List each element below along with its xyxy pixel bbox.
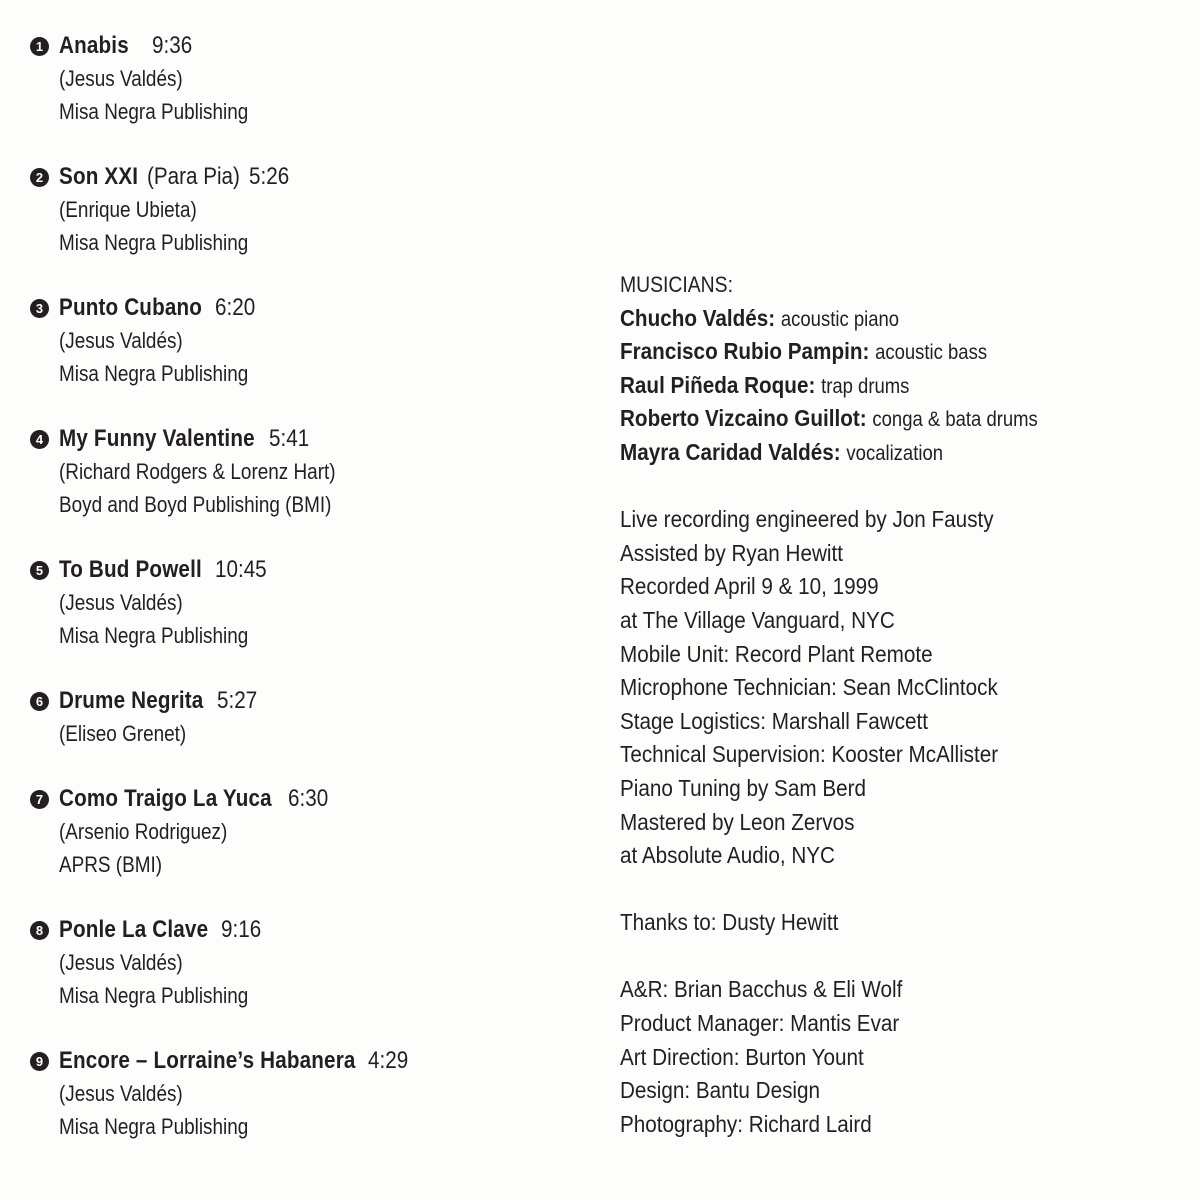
track-title: Ponle La Clave [59, 916, 209, 943]
thanks-line: Thanks to: Dusty Hewitt [620, 909, 839, 936]
track-publisher: Boyd and Boyd Publishing (BMI) [59, 492, 332, 517]
track-item [30, 423, 590, 521]
musician-name: Mayra Caridad Valdés: [620, 438, 841, 465]
musician-role: trap drums [821, 374, 910, 398]
musician-name: Raul Piñeda Roque: [620, 371, 816, 398]
track-item [30, 914, 590, 1012]
track-composer: (Eliseo Grenet) [59, 721, 187, 746]
recording-credit: Microphone Technician: Sean McClintock [620, 674, 998, 701]
track-composer: (Richard Rodgers & Lorenz Hart) [59, 459, 336, 484]
recording-credit: Live recording engineered by Jon Fausty [620, 506, 994, 533]
track-number: 1 [30, 37, 49, 56]
spacer [620, 873, 1180, 907]
staff-credit: Photography: Richard Laird [620, 1110, 872, 1137]
track-number: 9 [30, 1052, 49, 1071]
recording-credit: Mobile Unit: Record Plant Remote [620, 640, 933, 667]
track-number: 8 [30, 921, 49, 940]
track-duration: 10:45 [215, 556, 267, 583]
track-duration: 6:30 [288, 785, 329, 812]
spacer [620, 940, 1180, 974]
track-number: 6 [30, 692, 49, 711]
track-duration: 4:29 [367, 1047, 409, 1074]
recording-credit: Stage Logistics: Marshall Fawcett [620, 707, 929, 734]
track-composer: (Jesus Valdés) [59, 1081, 183, 1106]
staff-credit: Design: Bantu Design [620, 1077, 821, 1104]
track-composer: (Jesus Valdés) [59, 950, 183, 975]
track-number: 5 [30, 561, 49, 580]
track-item [30, 30, 590, 128]
recording-credit: at Absolute Audio, NYC [620, 842, 835, 869]
track-publisher: Misa Negra Publishing [59, 230, 249, 255]
track-duration: 9:16 [220, 916, 261, 943]
musician-name: Roberto Vizcaino Guillot: [620, 405, 867, 432]
track-publisher: Misa Negra Publishing [59, 361, 249, 386]
track-publisher: Misa Negra Publishing [59, 623, 249, 648]
credits-column [620, 268, 1180, 1141]
track-composer: (Enrique Ubieta) [59, 197, 197, 222]
track-number: 2 [30, 168, 49, 187]
track-composer: (Jesus Valdés) [59, 328, 183, 353]
track-item [30, 554, 590, 652]
track-number: 4 [30, 430, 49, 449]
track-number: 3 [30, 299, 49, 318]
track-item [30, 161, 590, 259]
staff-credit: A&R: Brian Bacchus & Eli Wolf [620, 976, 903, 1003]
recording-credit: Technical Supervision: Kooster McAllister [620, 741, 999, 768]
track-publisher: Misa Negra Publishing [59, 99, 249, 124]
recording-credit: at The Village Vanguard, NYC [620, 606, 895, 633]
track-item [30, 1045, 590, 1143]
track-number: 7 [30, 790, 49, 809]
track-title: Son XXI [59, 163, 139, 190]
track-duration: 9:36 [152, 32, 193, 59]
track-composer: (Jesus Valdés) [59, 590, 183, 615]
musicians-heading: MUSICIANS: [620, 272, 733, 297]
track-duration: 5:26 [249, 163, 290, 190]
track-duration: 5:27 [216, 687, 258, 714]
musician-row [620, 436, 1113, 470]
track-title: Encore – Lorraine’s Habanera [59, 1047, 356, 1074]
track-duration: 5:41 [268, 425, 309, 452]
musician-role: vocalization [846, 441, 944, 465]
track-composer: (Jesus Valdés) [59, 66, 183, 91]
musician-role: acoustic bass [875, 341, 988, 365]
musician-row [620, 402, 1113, 436]
track-item [30, 685, 590, 750]
track-subtitle: (Para Pia) [147, 163, 241, 190]
track-title: Anabis [59, 32, 129, 59]
musician-row [620, 335, 1113, 369]
musician-name: Chucho Valdés: [620, 304, 776, 331]
recording-credit: Piano Tuning by Sam Berd [620, 774, 867, 801]
track-item [30, 292, 590, 390]
track-title: Como Traigo La Yuca [59, 785, 272, 812]
track-composer: (Arsenio Rodriguez) [59, 819, 228, 844]
track-duration: 6:20 [215, 294, 256, 321]
staff-credit: Product Manager: Mantis Evar [620, 1010, 900, 1037]
track-title: Punto Cubano [59, 294, 203, 321]
track-publisher: APRS (BMI) [59, 852, 163, 877]
musician-row [620, 302, 1113, 336]
musician-row [620, 369, 1113, 403]
track-title: Drume Negrita [59, 687, 204, 714]
recording-credit: Recorded April 9 & 10, 1999 [620, 573, 879, 600]
track-title: My Funny Valentine [59, 425, 255, 452]
musician-name: Francisco Rubio Pampin: [620, 338, 870, 365]
track-title: To Bud Powell [59, 556, 202, 583]
track-item [30, 783, 590, 881]
track-publisher: Misa Negra Publishing [59, 1114, 249, 1139]
spacer [620, 470, 1180, 504]
staff-credit: Art Direction: Burton Yount [620, 1043, 864, 1070]
musician-role: acoustic piano [780, 307, 900, 331]
recording-credit: Mastered by Leon Zervos [620, 808, 855, 835]
recording-credit: Assisted by Ryan Hewitt [620, 539, 843, 566]
musician-role: conga & bata drums [872, 408, 1038, 432]
track-publisher: Misa Negra Publishing [59, 983, 249, 1008]
